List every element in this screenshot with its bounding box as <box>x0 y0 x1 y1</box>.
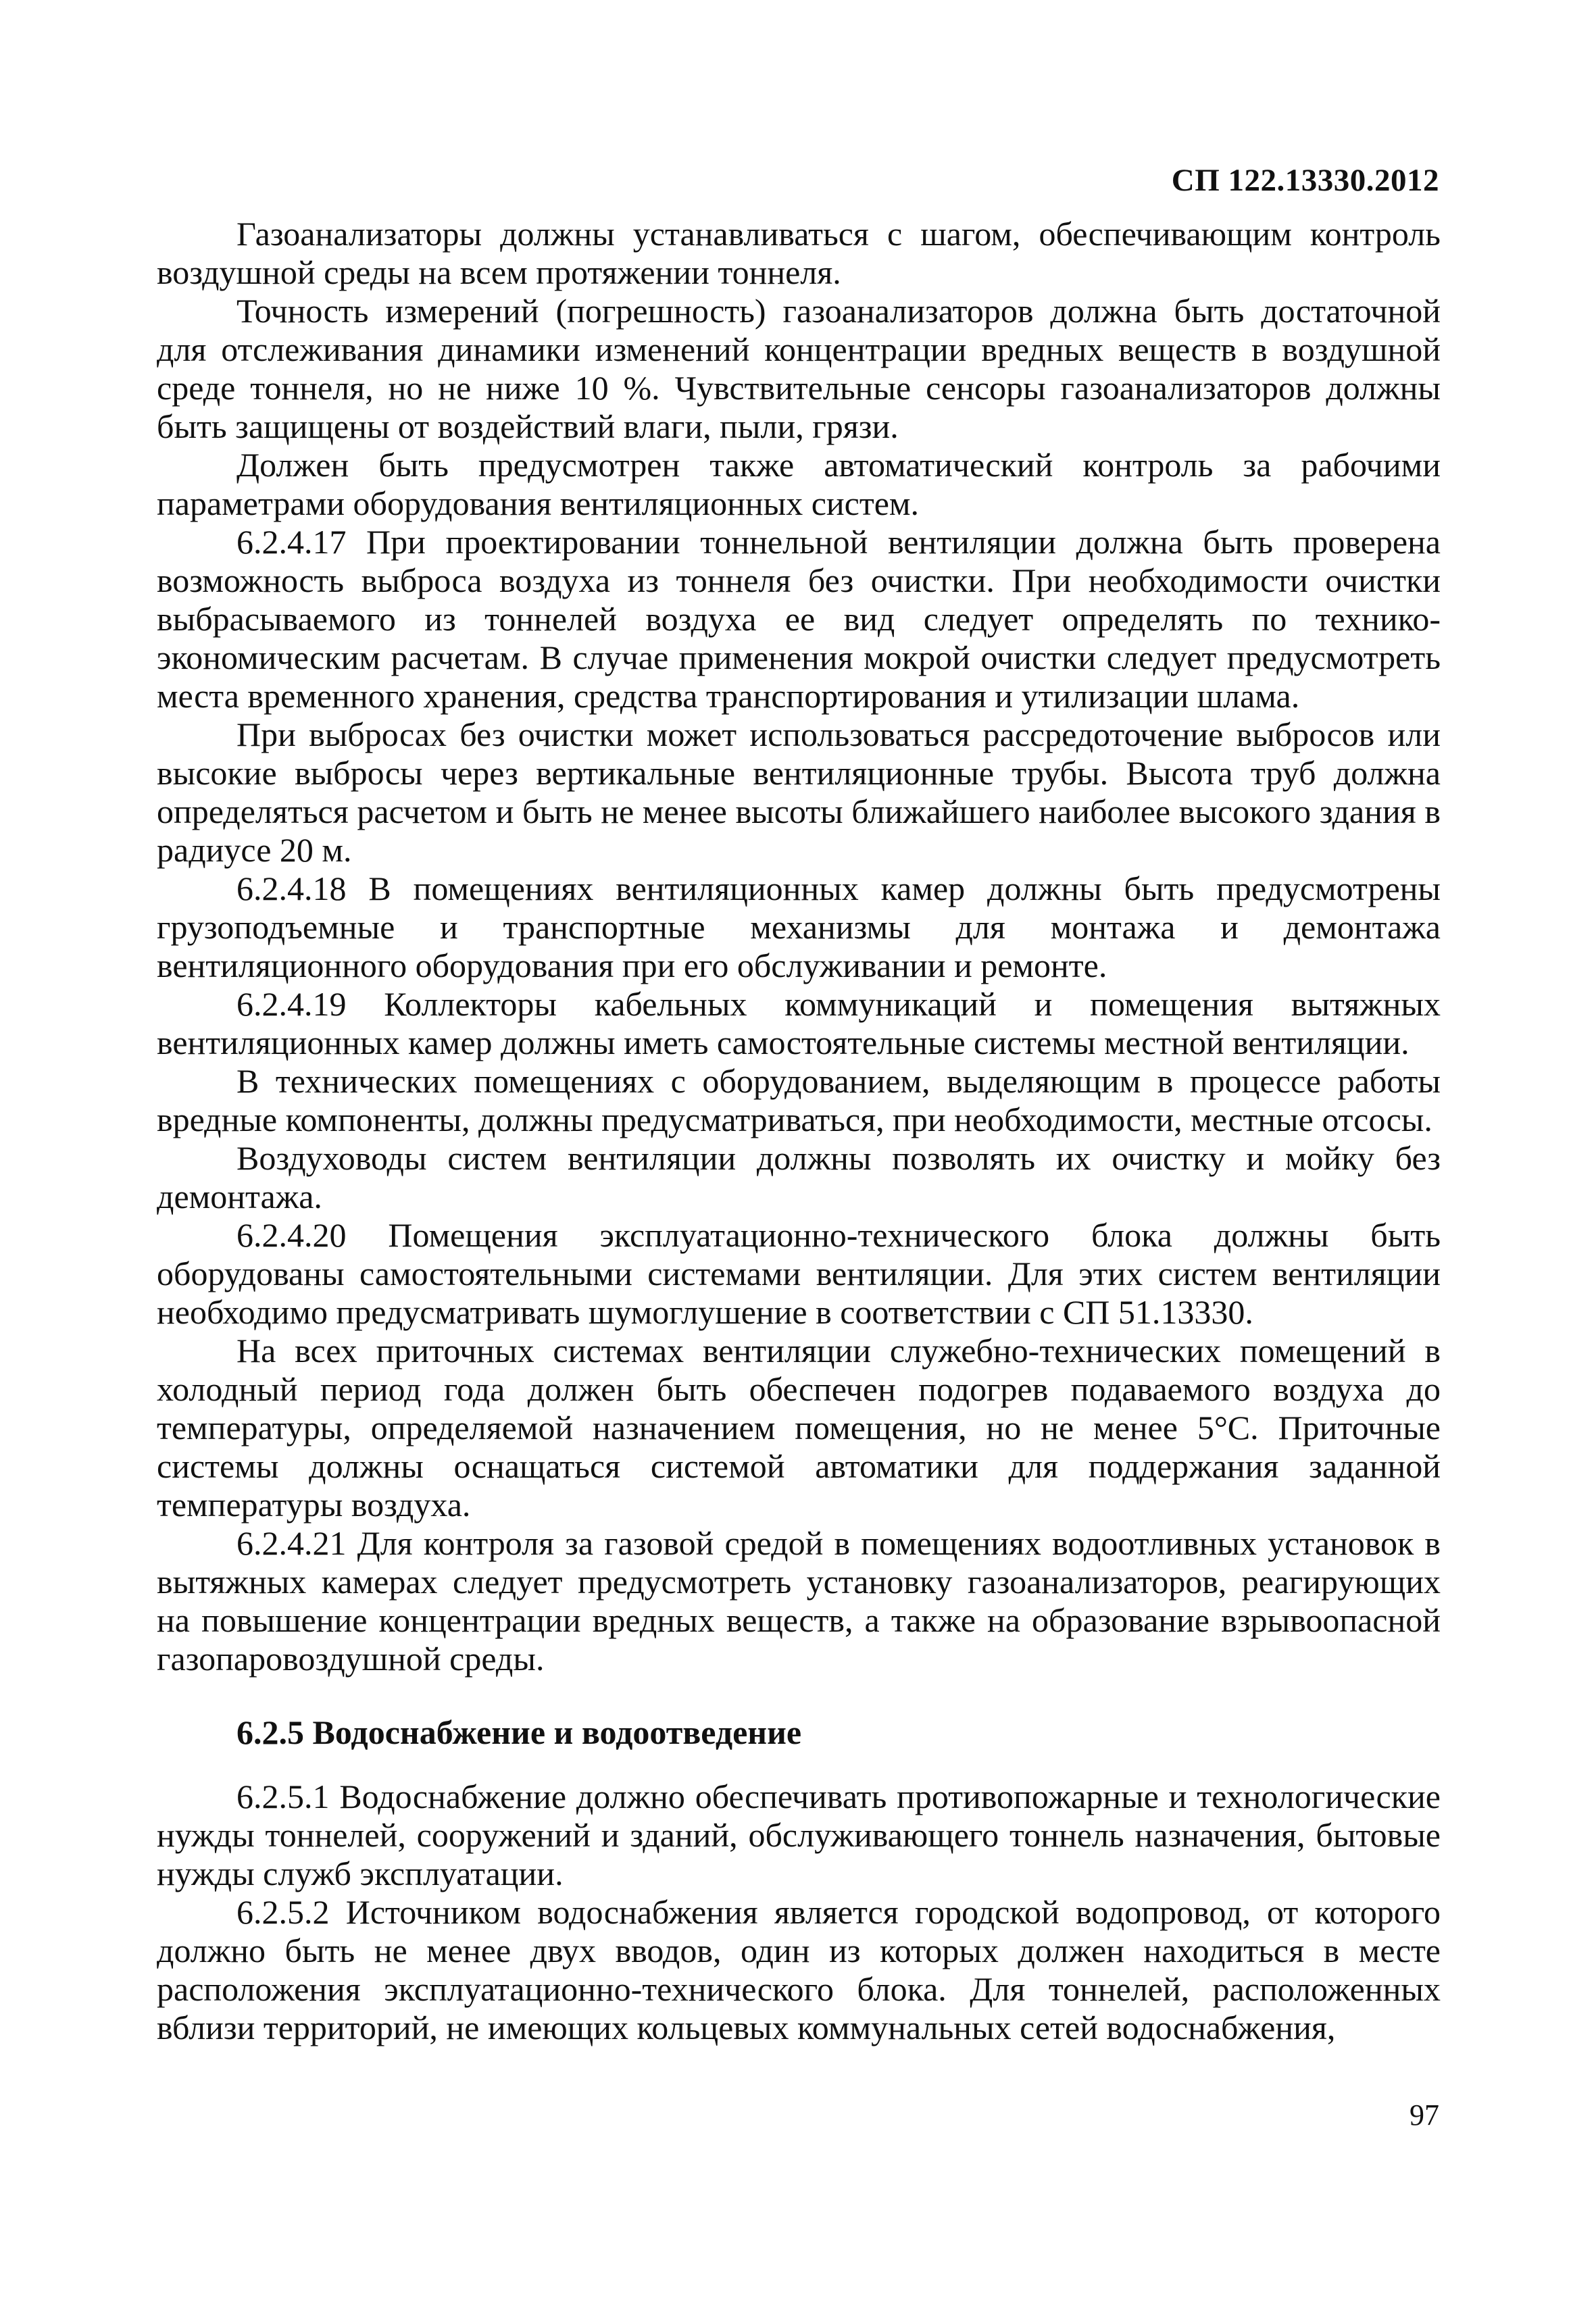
paragraph: 6.2.4.20 Помещения эксплуатационно-технического блока должны быть оборудованы самостоятельными системами вентиляции. Для этих систем вентиляции необходимо предусматривать шумоглушение в соответствии с СП 51.13330. <box>157 1216 1441 1331</box>
paragraph: 6.2.5.1 Водоснабжение должно обеспечивать противопожарные и технологические нужды тоннелей, сооружений и зданий, обслуживающего тоннель назначения, бытовые нужды служб эксплуатации. <box>157 1778 1441 1892</box>
paragraph: Должен быть предусмотрен также автоматический контроль за рабочими параметрами оборудования вентиляционных систем. <box>157 446 1441 522</box>
section-heading: 6.2.5 Водоснабжение и водоотведение <box>236 1713 802 1751</box>
page-number: 97 <box>1410 2098 1439 2132</box>
paragraph: В технических помещениях с оборудованием, выделяющим в процессе работы вредные компоненты, должны предусматриваться, при необходимости, местные отсосы. <box>157 1062 1441 1138</box>
paragraph: Газоанализаторы должны устанавливаться с шагом, обеспечивающим контроль воздушной среды на всем протяжении тоннеля. <box>157 215 1441 291</box>
paragraph: Точность измерений (погрешность) газоанализаторов должна быть достаточной для отслеживания динамики изменений концентрации вредных веществ в воздушной среде тоннеля, но не ниже 10 %. Чувствительные сенсоры газоанализаторов должны быть защищены от воздействий влаги, пыли, грязи. <box>157 292 1441 445</box>
paragraph: При выбросах без очистки может использоваться рассредоточение выбросов или высокие выбросы через вертикальные вентиляционные трубы. Высота труб должна определяться расчетом и быть не менее высоты ближайшего наиболее высокого здания в радиусе 20 м. <box>157 715 1441 869</box>
paragraph: 6.2.4.21 Для контроля за газовой средой в помещениях водоотливных установок в вытяжных камерах следует предусмотреть установку газоанализаторов, реагирующих на повышение концентрации вредных веществ, а также на образование взрывоопасной газопаровоздушной среды. <box>157 1524 1441 1678</box>
paragraph: Воздуховоды систем вентиляции должны позволять их очистку и мойку без демонтажа. <box>157 1139 1441 1215</box>
paragraph: 6.2.4.17 При проектировании тоннельной вентиляции должна быть проверена возможность выброса воздуха из тоннеля без очистки. При необходимости очистки выбрасываемого из тоннелей воздуха ее вид следует определять по технико-экономическим расчетам. В случае применения мокрой очистки следует предусмотреть места временного хранения, средства транспортирования и утилизации шлама. <box>157 523 1441 715</box>
paragraph: На всех приточных системах вентиляции служебно-технических помещений в холодный период года должен быть обеспечен подогрев подаваемого воздуха до температуры, определяемой назначением помещения, но не менее 5°С. Приточные системы должны оснащаться системой автоматики для поддержания заданной температуры воздуха. <box>157 1332 1441 1524</box>
paragraph: 6.2.4.19 Коллекторы кабельных коммуникаций и помещения вытяжных вентиляционных камер должны иметь самостоятельные системы местной вентиляции. <box>157 985 1441 1061</box>
paragraph: 6.2.4.18 В помещениях вентиляционных камер должны быть предусмотрены грузоподъемные и транспортные механизмы для монтажа и демонтажа вентиляционного оборудования при его обслуживании и ремонте. <box>157 870 1441 984</box>
paragraph: 6.2.5.2 Источником водоснабжения является городской водопровод, от которого должно быть не менее двух вводов, один из которых должен находиться в месте расположения эксплуатационно-технического блока. Для тоннелей, расположенных вблизи территорий, не имеющих кольцевых коммунальных сетей водоснабжения, <box>157 1893 1441 2046</box>
document-body <box>157 215 1441 2047</box>
document-code: СП 122.13330.2012 <box>1171 163 1439 198</box>
